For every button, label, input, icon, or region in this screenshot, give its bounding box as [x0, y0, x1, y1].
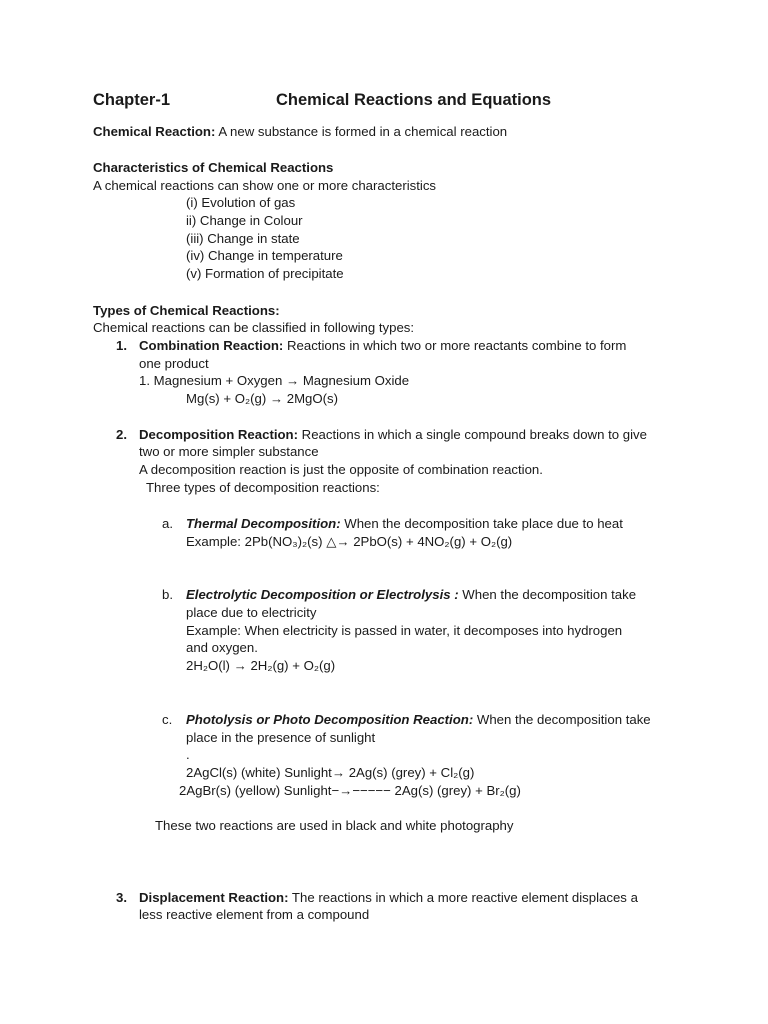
combination-example: 1. Magnesium + Oxygen → Magnesium Oxide [139, 373, 410, 388]
sublist-marker: c. [162, 712, 173, 727]
types-heading: Types of Chemical Reactions: [93, 303, 280, 318]
definition-text: A new substance is formed in a chemical reaction [215, 124, 508, 139]
definition-label: Chemical Reaction: [93, 124, 216, 139]
characteristic-item: (v) Formation of precipitate [186, 266, 344, 281]
sublist-marker: b. [162, 587, 173, 602]
photolysis-note: These two reactions are used in black and white photography [155, 818, 514, 833]
decomposition-types-intro: Three types of decomposition reactions: [146, 480, 380, 495]
displacement-label: Displacement Reaction: [139, 890, 289, 905]
types-intro: Chemical reactions can be classified in following types: [93, 320, 415, 335]
displacement-line-2: less reactive element from a compound [139, 907, 370, 922]
photolysis-equation-2: 2AgBr(s) (yellow) Sunlight−→−−−−− 2Ag(s) (grey) + Br₂(g) [179, 783, 521, 798]
chapter-label: Chapter-1 [93, 91, 171, 109]
photolysis-label: Photolysis or Photo Decomposition Reaction: [186, 712, 474, 727]
combination-line-2: one product [139, 356, 209, 371]
decomposition-label: Decomposition Reaction: [139, 427, 298, 442]
electrolytic-label: Electrolytic Decomposition or Electrolysis : [186, 587, 459, 602]
thermal-example: Example: 2Pb(NO₃)₂(s) △→ 2PbO(s) + 4NO₂(g) + O₂(g) [186, 534, 513, 549]
displacement-line-1 [139, 889, 638, 906]
characteristics-heading: Characteristics of Chemical Reactions [93, 160, 334, 175]
sublist-marker: a. [162, 516, 173, 531]
combination-desc: Reactions in which two or more reactants combine to form [283, 338, 627, 353]
characteristics-intro: A chemical reactions can show one or more characteristics [93, 178, 437, 193]
electrolytic-equation: 2H₂O(l) → 2H₂(g) + O₂(g) [186, 658, 336, 673]
electrolytic-example-2: and oxygen. [186, 640, 258, 655]
photolysis-equation-1: 2AgCl(s) (white) Sunlight→ 2Ag(s) (grey) + Cl₂(g) [186, 765, 475, 780]
photolysis-desc: When the decomposition take [473, 712, 651, 727]
characteristic-item: (i) Evolution of gas [186, 195, 296, 210]
photolysis-line-2: place in the presence of sunlight [186, 730, 376, 745]
list-number: 1. [116, 338, 127, 353]
characteristic-item: (iv) Change in temperature [186, 248, 343, 263]
combination-label: Combination Reaction: [139, 338, 284, 353]
list-number: 3. [116, 890, 127, 905]
list-number: 2. [116, 427, 127, 442]
combination-line-1 [139, 337, 626, 354]
thermal-label: Thermal Decomposition: [186, 516, 341, 531]
page-title: Chemical Reactions and Equations [276, 91, 552, 109]
photolysis-line-1 [186, 711, 651, 728]
decomposition-desc: Reactions in which a single compound breaks down to give [298, 427, 647, 442]
photolysis-dot: . [186, 747, 190, 762]
decomposition-line-2: two or more simpler substance [139, 444, 319, 459]
characteristic-item: (iii) Change in state [186, 231, 300, 246]
electrolytic-desc: When the decomposition take [458, 587, 637, 602]
thermal-desc: When the decomposition take place due to heat [340, 516, 623, 531]
thermal-line [186, 515, 623, 532]
combination-equation: Mg(s) + O₂(g) → 2MgO(s) [186, 391, 339, 406]
decomposition-note: A decomposition reaction is just the opposite of combination reaction. [139, 462, 543, 477]
electrolytic-line-1 [186, 586, 636, 603]
characteristic-item: ii) Change in Colour [186, 213, 303, 228]
electrolytic-line-2: place due to electricity [186, 605, 317, 620]
decomposition-line-1 [139, 426, 647, 443]
definition-line [93, 123, 507, 140]
electrolytic-example-1: Example: When electricity is passed in water, it decomposes into hydrogen [186, 623, 623, 638]
displacement-desc: The reactions in which a more reactive element displaces a [288, 890, 638, 905]
